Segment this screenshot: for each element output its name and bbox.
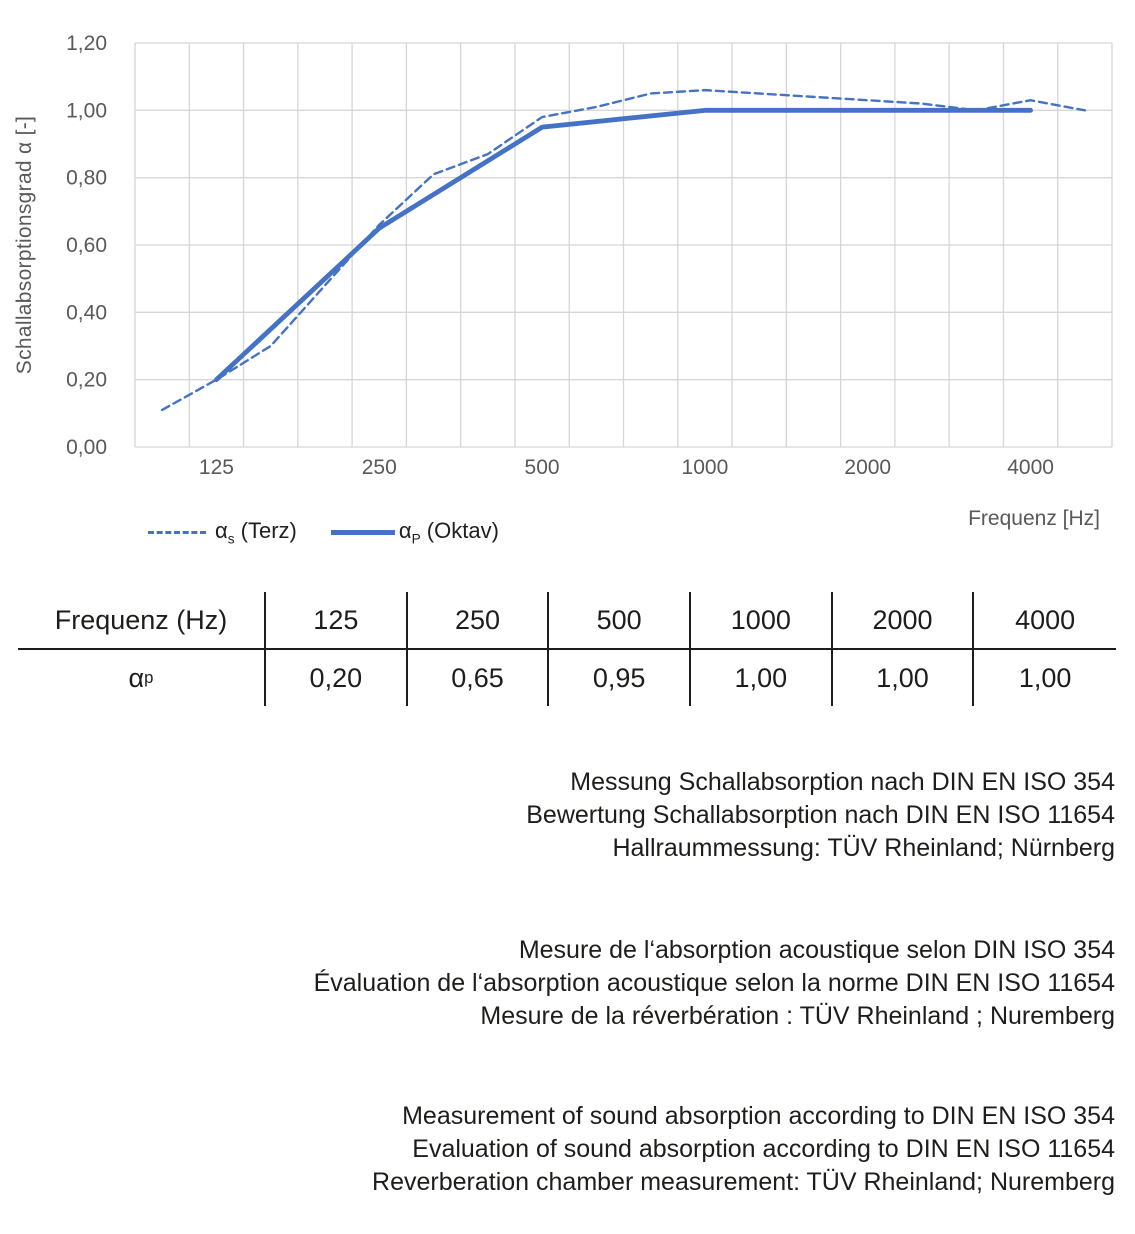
note-line: Measurement of sound absorption according to DIN EN ISO 354 [402,1102,1115,1130]
table-header-500: 500 [549,592,691,650]
y-tick-label: 1,20 [66,32,107,55]
y-tick-label: 0,20 [66,368,107,392]
x-tick-label: 250 [361,456,397,479]
note-line: Hallraummessung: TÜV Rheinland; Nürnberg [612,834,1115,862]
sound-absorption-chart [0,0,1135,585]
alpha-symbol: α [128,662,145,693]
y-tick-label: 0,80 [66,166,107,190]
note-line: Reverberation chamber measurement: TÜV Rheinland; Nuremberg [372,1168,1115,1196]
note-line: Messung Schallabsorption nach DIN EN ISO 354 [570,768,1115,796]
chart-plot-area [0,0,1135,500]
y-axis-title: Schallabsorptionsgrad α [-] [13,115,36,375]
legend-item-alpha-s-terz [148,518,297,546]
x-axis-title: Frequenz [Hz] [968,507,1100,530]
legend-text-oktav: (Oktav) [420,517,499,543]
dashed-line-sample [148,531,206,534]
alpha-p-table [18,592,1116,706]
y-tick-label: 0,40 [66,301,107,325]
table-header-125: 125 [266,592,408,650]
x-tick-label: 125 [198,456,234,479]
legend-item-alpha-p-oktav [331,518,499,546]
notes-english [0,1100,1115,1199]
note-line: Évaluation de l‘absorption acoustique selon la norme DIN EN ISO 11654 [313,969,1115,997]
y-tick-label: 0,00 [66,436,107,459]
y-tick-label: 1,00 [66,99,107,123]
x-tick-label: 500 [524,456,560,479]
x-tick-label: 4000 [1007,456,1054,479]
table-header-250: 250 [408,592,550,650]
table-value-1000: 1,00 [691,650,833,706]
table-header-4000: 4000 [974,592,1116,650]
table-header-2000: 2000 [833,592,975,650]
legend-label-oktav [399,518,499,546]
table-header-1000: 1000 [691,592,833,650]
alpha-symbol: α [398,517,412,543]
notes-french [0,934,1115,1033]
subscript-p: P [411,531,421,547]
note-line: Evaluation of sound absorption according to DIN EN ISO 11654 [412,1135,1115,1163]
table-value-2000: 1,00 [833,650,975,706]
solid-line-sample [331,530,395,535]
legend-text-terz: (Terz) [234,517,297,543]
legend-label-terz [215,518,297,546]
x-tick-label: 2000 [844,456,892,479]
note-line: Mesure de la réverbération : TÜV Rheinland ; Nuremberg [480,1002,1115,1030]
note-line: Bewertung Schallabsorption nach DIN EN ISO 11654 [526,801,1115,829]
alpha-symbol: α [215,517,228,543]
y-tick-label: 0,60 [66,234,107,257]
chart-legend [148,518,499,546]
table-value-500: 0,95 [549,650,691,706]
table-value-125: 0,20 [266,650,408,706]
table-row-label-alpha-p [18,650,266,706]
table-header-frequency: Frequenz (Hz) [18,592,266,650]
table-value-250: 0,65 [408,650,550,706]
x-tick-label: 1000 [681,456,729,479]
subscript-s: s [227,531,235,547]
table-value-4000: 1,00 [1018,662,1072,693]
subscript-p: p [144,668,154,687]
notes-german [0,766,1115,865]
note-line: Mesure de l‘absorption acoustique selon DIN ISO 354 [518,936,1115,964]
